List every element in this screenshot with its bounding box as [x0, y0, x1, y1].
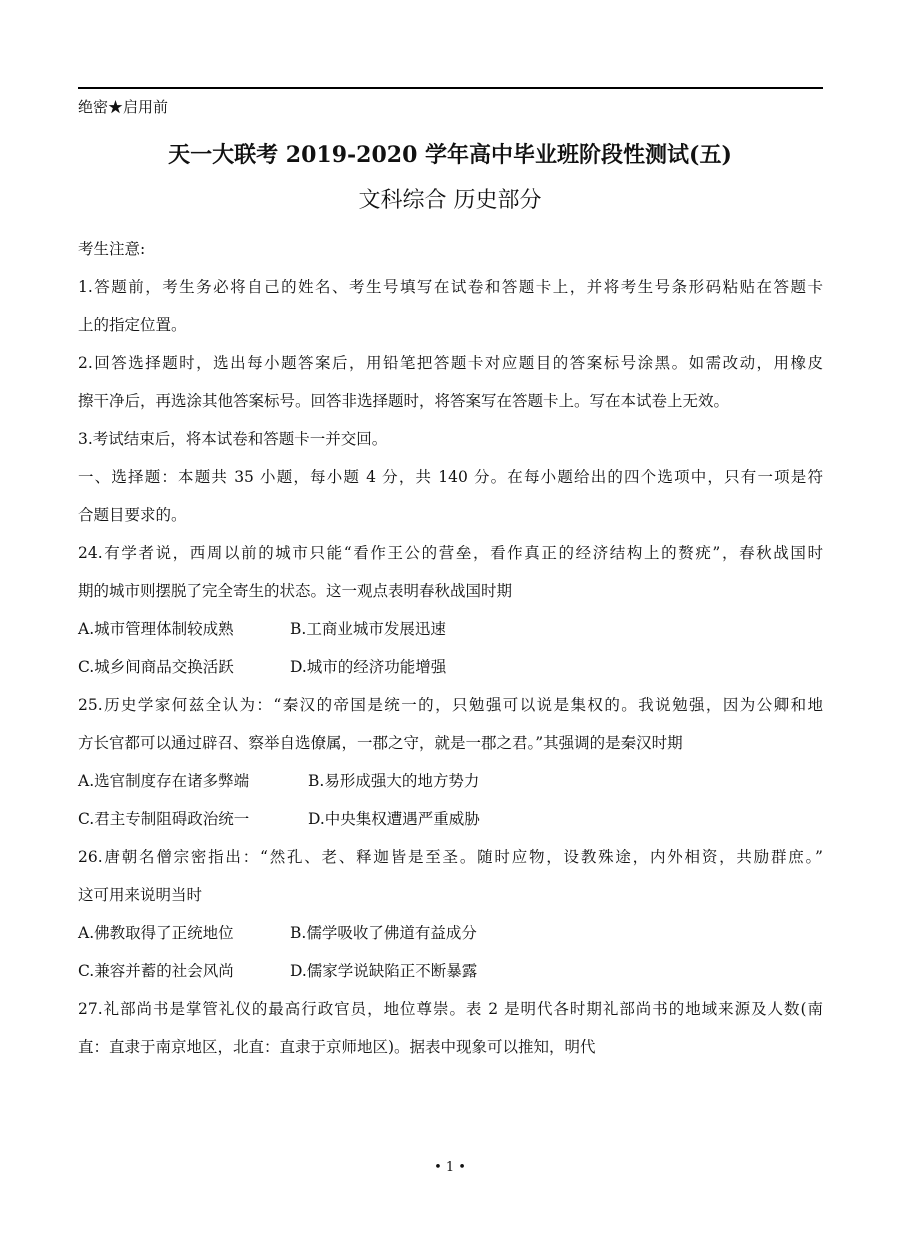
- question-25-options-row-2: [78, 800, 823, 838]
- section-1-instructions-line-1: 一、选择题：本题共 35 小题，每小题 4 分，共 140 分。在每小题给出的四个选项中，只有一项是符: [78, 468, 823, 486]
- question-25-stem-line-1: 25.历史学家何兹全认为：“秦汉的帝国是统一的，只勉强可以说是集权的。我说勉强，因为公卿和地: [78, 696, 823, 714]
- question-24-option-c: C.城乡间商品交换活跃: [78, 658, 234, 676]
- question-25-option-b: B.易形成强大的地方势力: [308, 772, 480, 790]
- question-26-stem-line-1: 26.唐朝名僧宗密指出：“然孔、老、释迦皆是至圣。随时应物，设教殊途，内外相资，共励群庶。”: [78, 848, 823, 866]
- question-25-options-row-1: [78, 762, 823, 800]
- question-25-option-d: D.中央集权遭遇严重威胁: [308, 810, 480, 828]
- question-25-stem-line-2: 方长官都可以通过辟召、察举自选僚属，一郡之守，就是一郡之君。”其强调的是秦汉时期: [78, 734, 683, 752]
- notice-item-1-line-1: 1.答题前，考生务必将自己的姓名、考生号填写在试卷和答题卡上，并将考生号条形码粘贴在答题卡: [78, 278, 823, 296]
- question-26-option-b: B.儒学吸收了佛道有益成分: [290, 924, 477, 942]
- question-26-option-a: A.佛教取得了正统地位: [78, 924, 234, 942]
- notice-item-2-line-1: 2.回答选择题时，选出每小题答案后，用铅笔把答题卡对应题目的答案标号涂黑。如需改动，用橡皮: [78, 354, 823, 372]
- section-1-instructions-line-2: 合题目要求的。: [78, 506, 187, 524]
- header-rule: [78, 87, 823, 89]
- question-25-option-a: A.选官制度存在诸多弊端: [78, 772, 250, 790]
- question-24-option-a: A.城市管理体制较成熟: [78, 620, 234, 638]
- page-number: • 1 •: [434, 1160, 466, 1175]
- question-24-options-row-2: [78, 648, 823, 686]
- question-27-stem-line-1: 27.礼部尚书是掌管礼仪的最高行政官员，地位尊崇。表 2 是明代各时期礼部尚书的地域来源及人数(南: [78, 1000, 823, 1018]
- question-24-options-row-1: [78, 610, 823, 648]
- question-24-option-b: B.工商业城市发展迅速: [290, 620, 446, 638]
- notice-heading: 考生注意:: [78, 240, 146, 258]
- notice-item-2-line-2: 擦干净后，再选涂其他答案标号。回答非选择题时，将答案写在答题卡上。写在本试卷上无效。: [78, 392, 730, 410]
- confidential-label: 绝密★启用前: [78, 98, 169, 116]
- question-26-options-row-1: [78, 914, 823, 952]
- exam-title: 天一大联考 2019-2020 学年高中毕业班阶段性测试(五): [168, 142, 732, 168]
- question-26-options-row-2: [78, 952, 823, 990]
- exam-subtitle: 文科综合 历史部分: [358, 188, 542, 213]
- question-26-stem-line-2: 这可用来说明当时: [78, 886, 203, 904]
- exam-body: [78, 230, 823, 1066]
- question-26-option-d: D.儒家学说缺陷正不断暴露: [290, 962, 478, 980]
- question-24-option-d: D.城市的经济功能增强: [290, 658, 447, 676]
- question-25-option-c: C.君主专制阻碍政治统一: [78, 810, 250, 828]
- question-24-stem-line-1: 24.有学者说，西周以前的城市只能“看作王公的营垒，看作真正的经济结构上的赘疣”，春秋战国时: [78, 544, 823, 562]
- question-26-option-c: C.兼容并蓄的社会风尚: [78, 962, 234, 980]
- question-24-stem-line-2: 期的城市则摆脱了完全寄生的状态。这一观点表明春秋战国时期: [78, 582, 513, 600]
- notice-item-1-line-2: 上的指定位置。: [78, 316, 187, 334]
- notice-item-3: 3.考试结束后，将本试卷和答题卡一并交回。: [78, 430, 388, 448]
- question-27-stem-line-2: 直：直隶于南京地区，北直：直隶于京师地区)。据表中现象可以推知，明代: [78, 1038, 596, 1056]
